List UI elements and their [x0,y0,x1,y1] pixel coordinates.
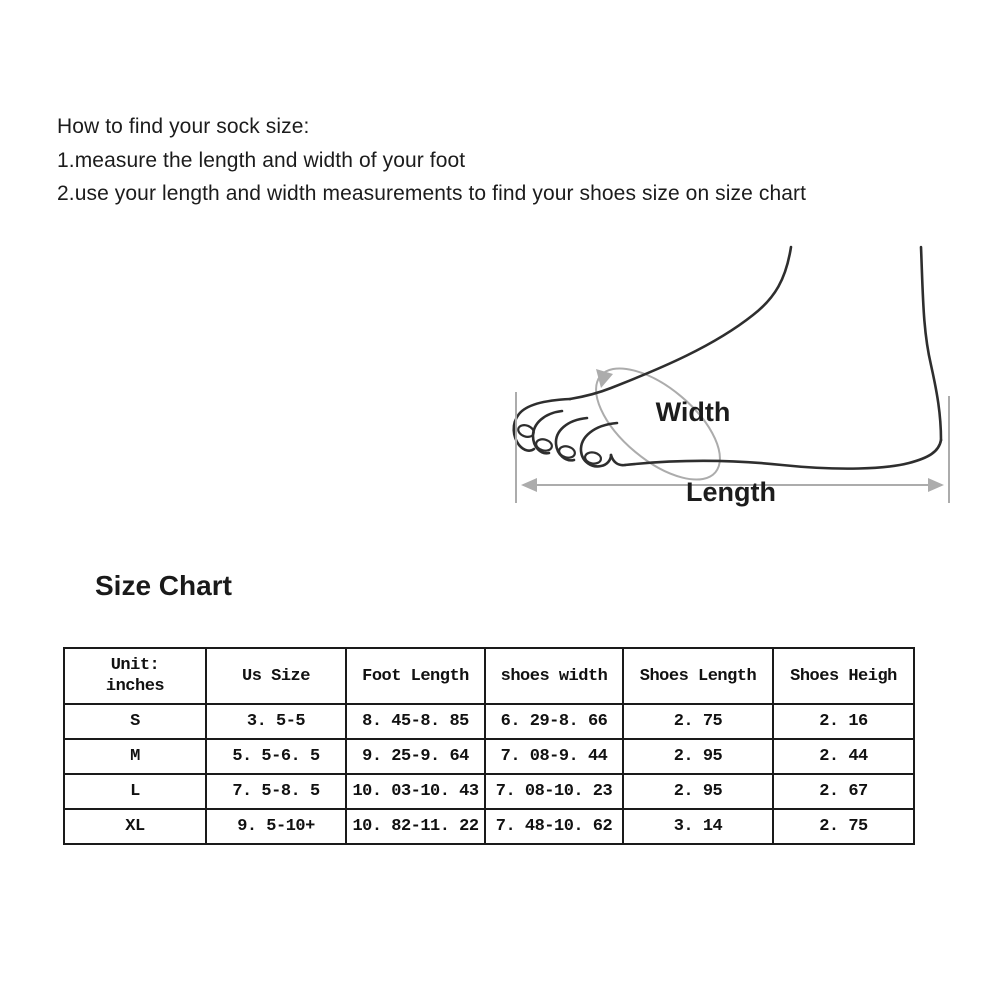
table-row [64,704,914,739]
table-row [64,774,914,809]
table-header-row [64,648,914,704]
length-arrowhead-left-icon [521,478,537,492]
header-shoes-length: Shoes Length [623,648,773,704]
cell-foot-length: 9. 25-9. 64 [346,739,485,774]
cell-size: S [64,704,206,739]
cell-shoes-heigh: 2. 67 [773,774,914,809]
toe-bump [611,455,625,465]
cell-shoes-length: 2. 95 [623,739,773,774]
cell-us-size: 7. 5-8. 5 [206,774,346,809]
width-arrowhead-icon [596,369,613,388]
cell-shoes-heigh: 2. 75 [773,809,914,844]
cell-size: XL [64,809,206,844]
cell-shoes-length: 2. 75 [623,704,773,739]
instruction-step-1: 1.measure the length and width of your foot [57,148,466,172]
cell-shoes-width: 7. 48-10. 62 [485,809,623,844]
header-us-size: Us Size [206,648,346,704]
foot-outline [514,247,941,469]
cell-size: L [64,774,206,809]
cell-foot-length: 8. 45-8. 85 [346,704,485,739]
instructions-title: How to find your sock size: [57,115,310,138]
table-row [64,739,914,774]
cell-us-size: 5. 5-6. 5 [206,739,346,774]
toenail-3 [558,445,576,460]
instruction-step-2: 2.use your length and width measurements to find your shoes size on size chart [57,182,807,205]
header-shoes-heigh: Shoes Heigh [773,648,914,704]
table-row [64,809,914,844]
heel-line [921,247,941,440]
cell-shoes-heigh: 2. 44 [773,739,914,774]
cell-size: M [64,739,206,774]
sole-line [625,440,941,469]
header-unit-bottom: inches [105,677,165,696]
cell-us-size: 9. 5-10+ [206,809,346,844]
cell-shoes-width: 7. 08-9. 44 [485,739,623,774]
toenail-1 [517,423,536,439]
size-chart-table [63,647,915,845]
cell-us-size: 3. 5-5 [206,704,346,739]
length-label: Length [686,477,776,507]
cell-foot-length: 10. 03-10. 43 [346,774,485,809]
instructions-block [57,110,806,211]
length-arrowhead-right-icon [928,478,944,492]
cell-shoes-length: 3. 14 [623,809,773,844]
header-unit [64,648,206,704]
foot-measurement-diagram [500,230,970,520]
cell-shoes-width: 7. 08-10. 23 [485,774,623,809]
cell-foot-length: 10. 82-11. 22 [346,809,485,844]
header-unit-top: Unit: [110,656,160,675]
cell-shoes-width: 6. 29-8. 66 [485,704,623,739]
header-shoes-width: shoes width [485,648,623,704]
size-chart-heading: Size Chart [95,570,232,601]
width-label: Width [655,397,731,427]
cell-shoes-length: 2. 95 [623,774,773,809]
header-foot-length: Foot Length [346,648,485,704]
cell-shoes-heigh: 2. 16 [773,704,914,739]
